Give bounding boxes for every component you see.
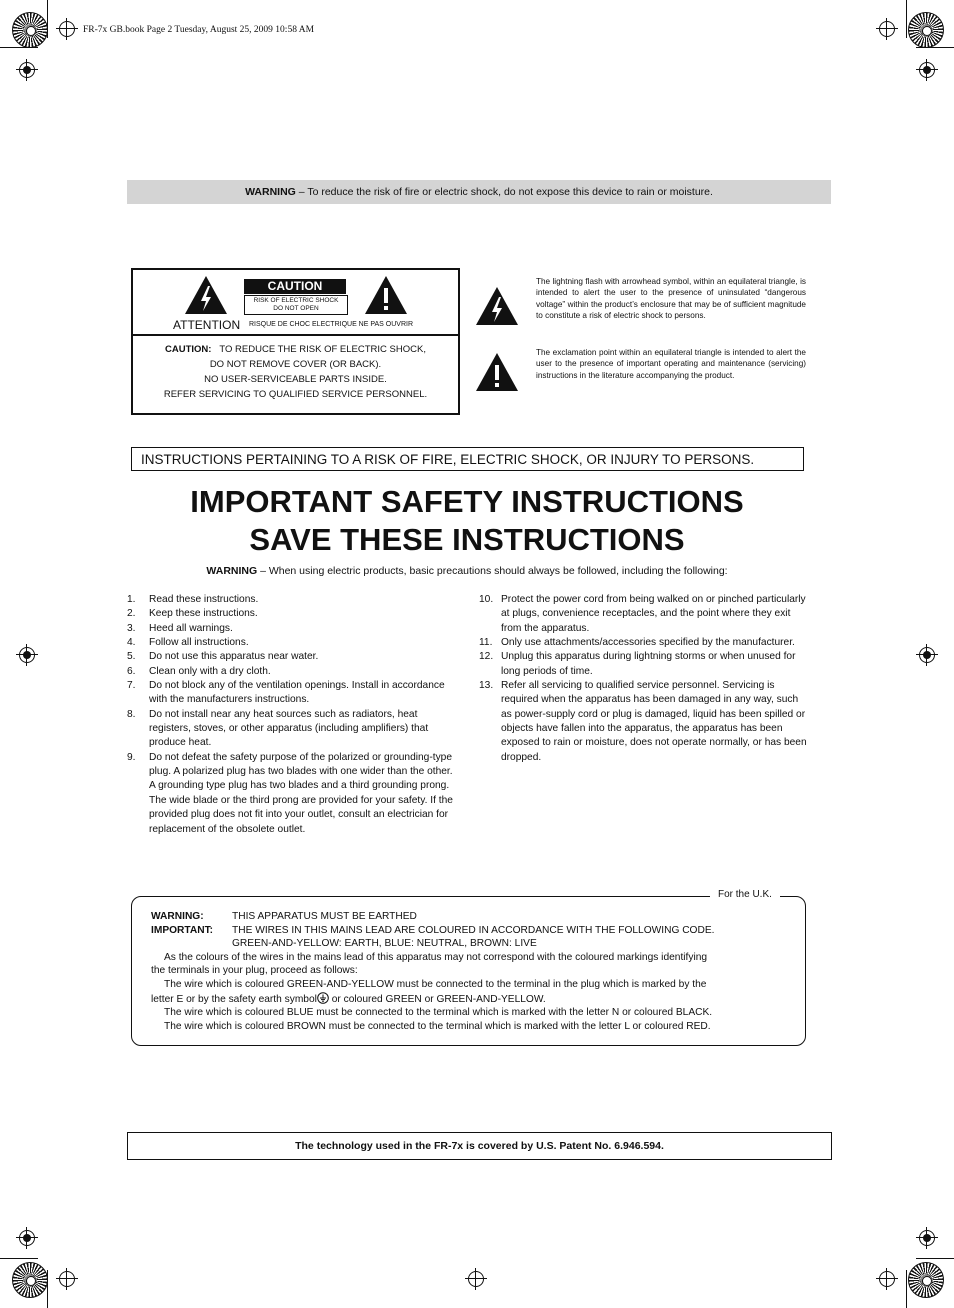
list-item-number: 5. bbox=[127, 651, 136, 663]
registration-mark-icon bbox=[56, 18, 78, 40]
registration-mark-icon bbox=[16, 1227, 38, 1249]
uk-paragraph bbox=[151, 992, 781, 1007]
uk-paragraph: The wire which is coloured BROWN must be connected to the terminal which is marked with the letter L or coloured RED. bbox=[164, 1020, 711, 1032]
list-item-number: 10. bbox=[479, 594, 494, 605]
list-item-number: 4. bbox=[127, 637, 136, 649]
instruction-list-right bbox=[479, 593, 807, 765]
list-item-number: 6. bbox=[127, 665, 136, 677]
list-item bbox=[127, 665, 454, 679]
caution-body-line: NO USER-SERVICEABLE PARTS INSIDE. bbox=[204, 374, 387, 385]
list-item bbox=[127, 622, 454, 636]
registration-mark-icon bbox=[465, 1268, 487, 1290]
registration-mark-icon bbox=[916, 1227, 938, 1249]
list-item-text: Read these instructions. bbox=[149, 594, 259, 605]
crop-mark bbox=[906, 0, 907, 38]
earth-symbol-icon bbox=[317, 992, 329, 1004]
exclamation-triangle-icon bbox=[475, 352, 519, 392]
list-item-number: 13. bbox=[479, 680, 494, 692]
list-item-number: 3. bbox=[127, 622, 136, 634]
list-item-text: Only use attachments/accessories specified by the manufacturer. bbox=[501, 637, 795, 649]
caution-small-line: DO NOT OPEN bbox=[273, 305, 319, 312]
caution-body-lead: CAUTION: bbox=[165, 344, 212, 355]
list-item-number: 11. bbox=[479, 637, 493, 649]
uk-row bbox=[151, 937, 781, 951]
page-subtitle: SAVE THESE INSTRUCTIONS bbox=[249, 522, 685, 557]
registration-mark-icon bbox=[916, 59, 938, 81]
list-item-text: Follow all instructions. bbox=[149, 637, 249, 649]
list-item bbox=[127, 650, 454, 664]
uk-key: IMPORTANT: bbox=[151, 924, 214, 936]
caution-body-line: DO NOT REMOVE COVER (OR BACK). bbox=[209, 359, 382, 370]
warning-bold: WARNING bbox=[245, 186, 296, 198]
uk-row bbox=[151, 924, 781, 938]
lightning-triangle-icon bbox=[475, 286, 519, 326]
crop-mark bbox=[0, 1258, 38, 1259]
color-registration-starburst bbox=[12, 1262, 48, 1298]
registration-mark-icon bbox=[16, 644, 38, 666]
warning-bold: WARNING bbox=[206, 565, 258, 577]
list-item bbox=[479, 636, 807, 650]
exclamation-explanation: The exclamation point within an equilateral triangle is intended to alert the user to the presence of important operating and maintenance (servicing) instructions in the literature accompanying the product. bbox=[536, 348, 806, 380]
crop-mark bbox=[47, 1270, 48, 1308]
crop-mark bbox=[906, 1270, 907, 1308]
list-item bbox=[479, 593, 807, 636]
lightning-explanation: The lightning flash with arrowhead symbol, within an equilateral triangle, is intended to alert the user to the presence of uninsulated “dangerous voltage” within the product’s enclosure that may be of sufficient magnitude to constitute a risk of electric shock to persons. bbox=[536, 277, 806, 321]
book-file-header: FR-7x GB.book Page 2 Tuesday, August 25, 2009 10:58 AM bbox=[83, 25, 315, 35]
crop-mark bbox=[47, 0, 48, 38]
list-item-number: 1. bbox=[127, 594, 136, 605]
list-item bbox=[479, 650, 807, 679]
risque-label: RISQUE DE CHOC ELECTRIQUE NE PAS OUVRIR bbox=[249, 321, 414, 328]
uk-paragraph: The wire which is coloured GREEN-AND-YELLOW must be connected to the terminal in the plug which is marked by the bbox=[164, 978, 707, 990]
registration-mark-icon bbox=[16, 59, 38, 81]
caution-body-line bbox=[133, 342, 458, 357]
list-item bbox=[127, 607, 454, 621]
instruction-list-left bbox=[127, 593, 454, 837]
uk-key: WARNING: bbox=[151, 911, 204, 922]
caution-body bbox=[133, 342, 458, 402]
caution-label-box bbox=[131, 268, 460, 415]
list-item-number: 12. bbox=[479, 651, 494, 663]
caution-body-line: REFER SERVICING TO QUALIFIED SERVICE PERSONNEL. bbox=[163, 389, 428, 400]
color-registration-starburst bbox=[908, 1262, 944, 1298]
list-item-text: Unplug this apparatus during lightning storms or when unused for long periods of time. bbox=[501, 651, 796, 677]
list-item-text: Do not install near any heat sources such as radiators, heat registers, stoves, or other apparatus (including amplifiers) that produce heat. bbox=[149, 708, 429, 749]
crop-mark bbox=[916, 47, 954, 48]
precautions-warning bbox=[0, 565, 934, 577]
registration-mark-icon bbox=[876, 18, 898, 40]
list-item-text: Do not block any of the ventilation openings. Install in accordance with the manufacturers instructions. bbox=[149, 680, 445, 706]
uk-value: THIS APPARATUS MUST BE EARTHED bbox=[232, 911, 417, 922]
registration-mark-icon bbox=[56, 1268, 78, 1290]
uk-paragraph-text: or coloured GREEN or GREEN-AND-YELLOW. bbox=[328, 993, 546, 1005]
list-item bbox=[127, 708, 454, 751]
list-item-text: Heed all warnings. bbox=[149, 622, 233, 634]
list-item-text: Do not use this apparatus near water. bbox=[149, 651, 319, 663]
uk-label: For the U.K. bbox=[710, 889, 780, 900]
list-item bbox=[127, 679, 454, 708]
warning-text: – When using electric products, basic precautions should always be followed, including the following: bbox=[257, 565, 728, 577]
uk-row bbox=[151, 910, 781, 924]
attention-label: ATTENTION bbox=[173, 318, 241, 332]
caution-small-text bbox=[244, 295, 348, 315]
registration-mark-icon bbox=[876, 1268, 898, 1290]
list-item-number: 2. bbox=[127, 608, 136, 620]
caution-small-line: RISK OF ELECTRIC SHOCK bbox=[253, 297, 339, 304]
top-warning-bar bbox=[127, 180, 831, 204]
list-item-text: Refer all servicing to qualified service personnel. Servicing is required when the apparatus has been damaged in any way, such as power-supply cord or plug is damaged, liquid has been spilled or objects have fallen into the apparatus, the apparatus has been exposed to rain or moisture, does not operate normally, or has been dropped. bbox=[501, 680, 807, 763]
caution-label: CAUTION bbox=[244, 279, 346, 294]
uk-paragraph-text: letter E or by the safety earth symbol bbox=[151, 993, 317, 1005]
caution-header bbox=[133, 270, 458, 336]
uk-wiring-text bbox=[151, 910, 781, 1033]
list-item bbox=[479, 679, 807, 765]
color-registration-starburst bbox=[12, 12, 48, 48]
list-item bbox=[127, 751, 454, 837]
list-item-number: 9. bbox=[127, 751, 136, 763]
lightning-triangle-icon bbox=[184, 275, 228, 315]
uk-paragraph: the terminals in your plug, proceed as follows: bbox=[151, 965, 358, 977]
warning-text: – To reduce the risk of fire or electric shock, do not expose this device to rain or moisture. bbox=[295, 186, 713, 198]
list-item-text: Clean only with a dry cloth. bbox=[149, 665, 271, 677]
page-title: IMPORTANT SAFETY INSTRUCTIONS bbox=[190, 484, 744, 519]
list-item-number: 7. bbox=[127, 680, 136, 692]
list-item bbox=[127, 593, 454, 607]
patent-notice: The technology used in the FR-7x is covered by U.S. Patent No. 6.946.594. bbox=[127, 1132, 832, 1160]
list-item-text: Do not defeat the safety purpose of the polarized or grounding-type plug. A polarized plug has two blades with one wider than the other. A grounding type plug has two blades and a third grounding prong. The wide blade or the third prong are provided for your safety. If the provided plug does not fit into your outlet, consult an electrician for replacement of the obsolete outlet. bbox=[149, 751, 453, 835]
color-registration-starburst bbox=[908, 12, 944, 48]
list-item bbox=[127, 636, 454, 650]
caution-body-text: TO REDUCE THE RISK OF ELECTRIC SHOCK, bbox=[219, 344, 426, 355]
instructions-heading-box: INSTRUCTIONS PERTAINING TO A RISK OF FIRE, ELECTRIC SHOCK, OR INJURY TO PERSONS. bbox=[131, 447, 804, 471]
uk-value: GREEN-AND-YELLOW: EARTH, BLUE: NEUTRAL, BROWN: LIVE bbox=[232, 938, 537, 950]
list-item-text: Protect the power cord from being walked on or pinched particularly at plugs, convenience receptacles, and the point where they exit from the apparatus. bbox=[501, 594, 806, 634]
crop-mark bbox=[0, 47, 38, 48]
list-item-number: 8. bbox=[127, 708, 136, 720]
list-item-text: Keep these instructions. bbox=[149, 608, 258, 620]
uk-value: THE WIRES IN THIS MAINS LEAD ARE COLOURED IN ACCORDANCE WITH THE FOLLOWING CODE. bbox=[232, 924, 715, 936]
uk-paragraph: The wire which is coloured BLUE must be connected to the terminal which is marked with the letter N or coloured BLACK. bbox=[164, 1007, 713, 1019]
exclamation-triangle-icon bbox=[364, 275, 408, 315]
registration-mark-icon bbox=[916, 644, 938, 666]
crop-mark bbox=[916, 1258, 954, 1259]
uk-paragraph: As the colours of the wires in the mains lead of this apparatus may not correspond with the coloured markings identifying bbox=[164, 951, 708, 963]
